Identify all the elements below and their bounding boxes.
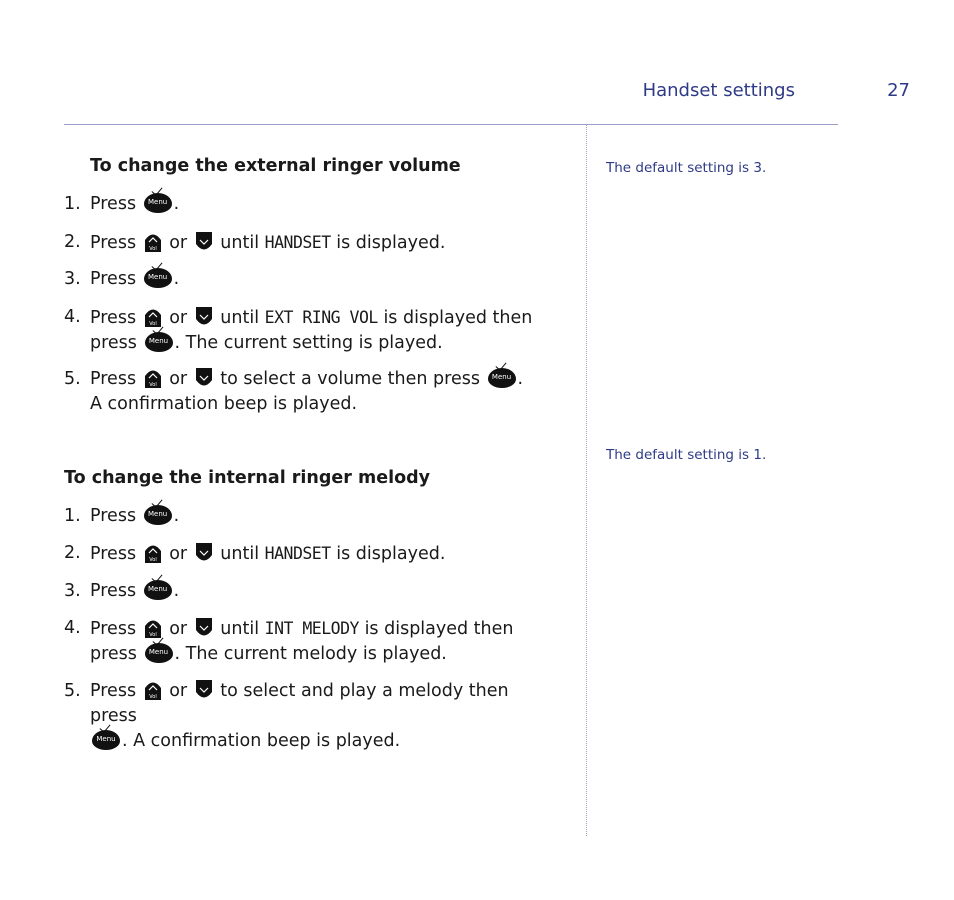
display-text: HANDSET (264, 544, 331, 563)
step-text: or (169, 544, 188, 564)
page-header (510, 80, 910, 106)
down-button-icon (195, 306, 213, 328)
step-text: Press (90, 506, 137, 526)
menu-button-icon: Menu (144, 580, 172, 600)
svg-text:Vol: Vol (148, 321, 157, 327)
step-text: . A confirmation beep is played. (122, 731, 401, 751)
menu-button-icon: Menu (92, 730, 120, 750)
step-text: A confirmation beep is played. (90, 394, 358, 414)
step-text: Press (90, 619, 137, 639)
step-text: . (173, 506, 180, 526)
step-text: or (169, 681, 188, 701)
step-text: until (220, 308, 260, 328)
step-number: 2. (64, 232, 81, 252)
page-number: 27 (887, 80, 910, 101)
step-text: Press (90, 581, 137, 601)
down-button-icon (195, 617, 213, 639)
step-text: is displayed then (364, 619, 514, 639)
default-note-volume: The default setting is 3. (606, 160, 767, 176)
display-text: INT MELODY (264, 619, 359, 638)
step-text: Press (90, 233, 137, 253)
step-text: is displayed. (336, 233, 446, 253)
section-title: Handset settings (642, 80, 795, 101)
step-text: Press (90, 194, 137, 214)
step-number: 3. (64, 581, 81, 601)
step-text: to select a volume then press (220, 369, 480, 389)
step-text: to select and play a melody then press (90, 681, 509, 726)
down-button-icon (195, 679, 213, 701)
step-text: is displayed then (383, 308, 533, 328)
svg-text:Vol: Vol (148, 632, 157, 638)
display-text: HANDSET (264, 233, 331, 252)
svg-text:Vol: Vol (148, 694, 157, 700)
step-text: until (220, 619, 260, 639)
step-number: 2. (64, 543, 81, 563)
svg-text:Vol: Vol (148, 557, 157, 563)
menu-button-icon: Menu (488, 368, 516, 388)
menu-button-icon: Menu (145, 332, 173, 352)
step-text: Press (90, 269, 137, 289)
header-rule (64, 124, 838, 125)
heading-external-ringer-volume: To change the external ringer volume (90, 156, 461, 176)
step-text: Press (90, 544, 137, 564)
step-text: press (90, 333, 137, 353)
step-number: 5. (64, 681, 81, 701)
step-number: 4. (64, 618, 81, 638)
step-number: 3. (64, 269, 81, 289)
display-text: EXT RING VOL (264, 308, 378, 327)
step-text: is displayed. (336, 544, 446, 564)
step-text: . The current melody is played. (174, 644, 447, 664)
down-button-icon (195, 542, 213, 564)
down-button-icon (195, 367, 213, 389)
column-divider (586, 124, 587, 836)
default-note-melody: The default setting is 1. (606, 447, 767, 463)
step-number: 1. (64, 506, 81, 526)
menu-button-icon: Menu (144, 505, 172, 525)
step-text: . (173, 194, 180, 214)
svg-text:Vol: Vol (148, 246, 157, 252)
step-text: or (169, 369, 188, 389)
svg-text:Vol: Vol (148, 382, 157, 388)
menu-button-icon: Menu (144, 268, 172, 288)
step-text: . (173, 269, 180, 289)
step-text: Press (90, 681, 137, 701)
step-text: or (169, 619, 188, 639)
step-text: until (220, 233, 260, 253)
up-vol-button-icon (144, 231, 162, 253)
step-text: . (173, 581, 180, 601)
step-number: 4. (64, 307, 81, 327)
up-vol-button-icon (144, 542, 162, 564)
step-text: until (220, 544, 260, 564)
down-button-icon (195, 231, 213, 253)
menu-button-icon: Menu (144, 193, 172, 213)
step-text: . The current setting is played. (174, 333, 443, 353)
step-text: . (517, 369, 524, 389)
step-number: 5. (64, 369, 81, 389)
heading-internal-ringer-melody: To change the internal ringer melody (64, 468, 431, 488)
up-vol-button-icon (144, 679, 162, 701)
menu-button-icon: Menu (145, 643, 173, 663)
step-text: or (169, 233, 188, 253)
up-vol-button-icon (144, 367, 162, 389)
step-number: 1. (64, 194, 81, 214)
step-text: Press (90, 308, 137, 328)
step-text: press (90, 644, 137, 664)
step-text: or (169, 308, 188, 328)
step-text: Press (90, 369, 137, 389)
